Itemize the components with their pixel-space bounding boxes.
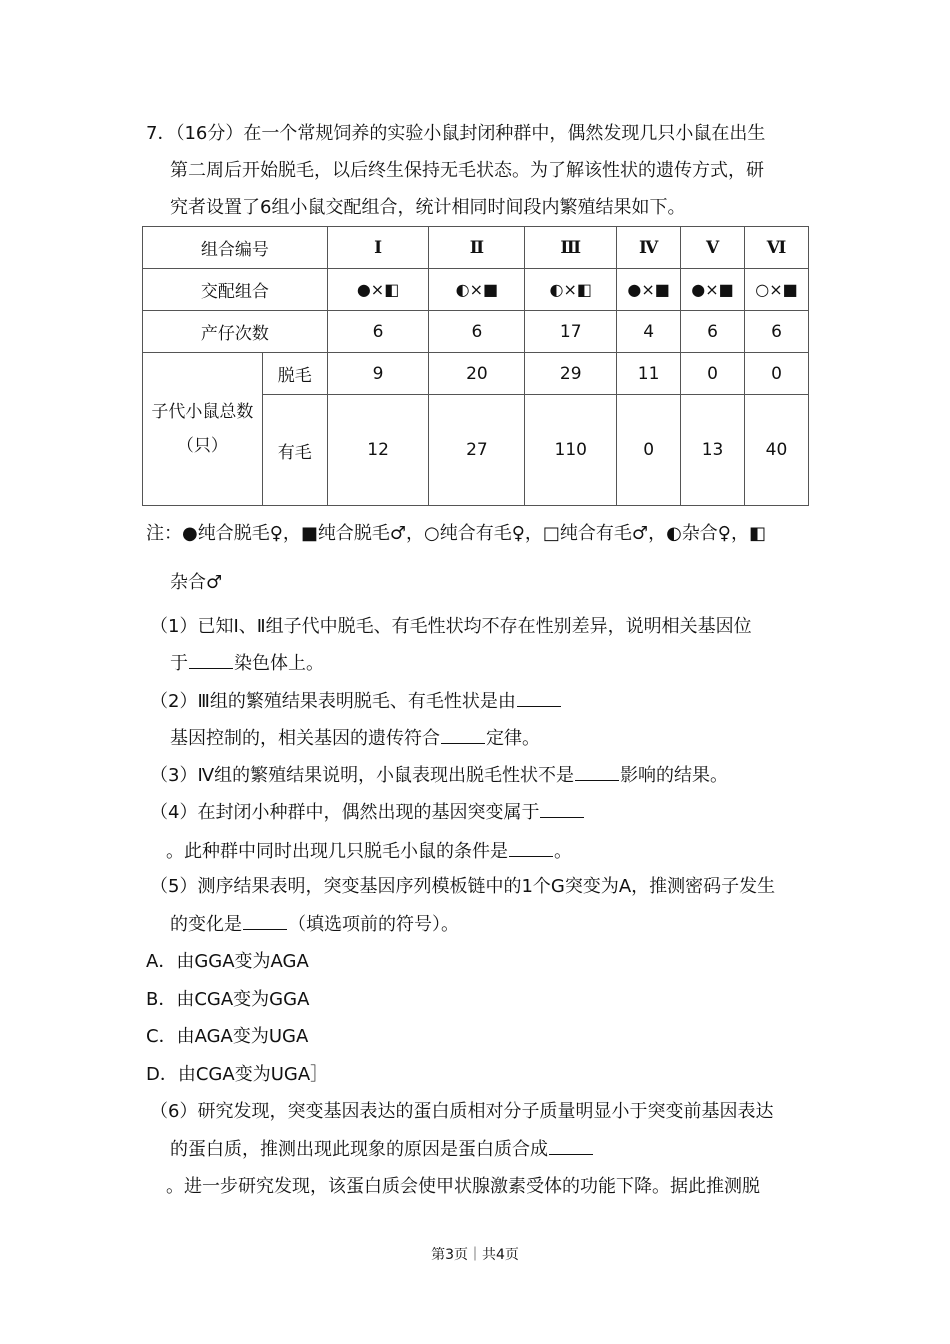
table-row xyxy=(143,269,809,311)
page-footer: 第3页｜共4页 xyxy=(431,1247,519,1263)
table-note: 杂合♂ xyxy=(170,572,223,593)
sub-question-4 xyxy=(150,799,585,826)
sub-question-4-cont xyxy=(166,838,572,865)
answer-blank[interactable] xyxy=(549,1136,593,1155)
table-header-cell: 子代小鼠总数（只） xyxy=(143,353,263,506)
mating-cross: ●×◧ xyxy=(327,269,429,311)
option-d[interactable]: D．由CGA变为UGA］ xyxy=(146,1064,329,1085)
question-text: 的变化是 xyxy=(170,914,242,935)
question-text: 于 xyxy=(170,653,188,674)
table-cell: 20 xyxy=(429,353,525,395)
table-cell: 12 xyxy=(327,395,429,506)
option-b[interactable]: B．由CGA变为GGA xyxy=(146,989,310,1010)
sub-question-6-cont xyxy=(170,1136,594,1163)
table-cell: 40 xyxy=(745,395,809,506)
table-cell: 29 xyxy=(525,353,617,395)
question-text: 的蛋白质，推测出现此现象的原因是蛋白质合成 xyxy=(170,1139,548,1160)
mating-cross: ◐×◧ xyxy=(525,269,617,311)
question-line: 第二周后开始脱毛，以后终生保持无毛状态。为了解该性状的遗传方式，研 xyxy=(170,160,764,181)
sub-question-5: （5）测序结果表明，突变基因序列模板链中的1个G突变为A，推测密码子发生 xyxy=(150,876,776,897)
answer-blank[interactable] xyxy=(517,688,561,707)
breeding-results-table xyxy=(142,226,809,506)
option-a[interactable]: A．由GGA变为AGA xyxy=(146,951,309,972)
question-line: 究者设置了6组小鼠交配组合，统计相同时间段内繁殖结果如下。 xyxy=(170,197,686,218)
sub-question-3 xyxy=(150,762,728,789)
question-text: （填选项前的符号）。 xyxy=(288,914,459,935)
table-cell: 27 xyxy=(429,395,525,506)
sub-question-2-cont xyxy=(170,725,540,752)
table-cell: 0 xyxy=(617,395,681,506)
table-row xyxy=(143,227,809,269)
table-cell: 6 xyxy=(681,311,745,353)
group-number: Ⅵ xyxy=(745,227,809,269)
option-c[interactable]: C．由AGA变为UGA xyxy=(146,1026,309,1047)
table-cell: 13 xyxy=(681,395,745,506)
question-line: 7．（16分）在一个常规饲养的实验小鼠封闭种群中，偶然发现几只小鼠在出生 xyxy=(146,123,766,144)
mating-cross: ●×■ xyxy=(681,269,745,311)
table-cell: 6 xyxy=(327,311,429,353)
question-text: （3）Ⅳ组的繁殖结果说明，小鼠表现出脱毛性状不是 xyxy=(150,765,575,786)
group-number: Ⅳ xyxy=(617,227,681,269)
group-number: Ⅴ xyxy=(681,227,745,269)
group-number: Ⅱ xyxy=(429,227,525,269)
sub-question-5-cont xyxy=(170,911,459,938)
sub-question-2 xyxy=(150,688,562,715)
table-header-cell: 产仔次数 xyxy=(143,311,328,353)
question-text: 基因控制的，相关基因的遗传符合 xyxy=(170,728,440,749)
sub-question-6: （6）研究发现，突变基因表达的蛋白质相对分子质量明显小于突变前基因表达 xyxy=(150,1101,774,1122)
table-header-cell: 组合编号 xyxy=(143,227,328,269)
sub-question-6-cont: 。进一步研究发现，该蛋白质会使甲状腺激素受体的功能下降。据此推测脱 xyxy=(166,1176,760,1197)
mating-cross: ◐×■ xyxy=(429,269,525,311)
table-cell: 17 xyxy=(525,311,617,353)
question-text: 。 xyxy=(554,841,572,862)
mating-cross: ○×■ xyxy=(745,269,809,311)
answer-blank[interactable] xyxy=(189,650,233,669)
answer-blank[interactable] xyxy=(540,799,584,818)
table-subheader-cell: 脱毛 xyxy=(262,353,327,395)
question-text: （2）Ⅲ组的繁殖结果表明脱毛、有毛性状是由 xyxy=(150,691,516,712)
table-cell: 0 xyxy=(745,353,809,395)
table-note: 注：●纯合脱毛♀，■纯合脱毛♂，○纯合有毛♀，□纯合有毛♂，◐杂合♀，◧ xyxy=(146,523,766,544)
table-cell: 0 xyxy=(681,353,745,395)
table-row xyxy=(143,353,809,395)
table-header-cell: 交配组合 xyxy=(143,269,328,311)
question-text: 染色体上。 xyxy=(234,653,324,674)
sub-question-1: （1）已知Ⅰ、Ⅱ组子代中脱毛、有毛性状均不存在性别差异，说明相关基因位 xyxy=(150,616,752,637)
mating-cross: ●×■ xyxy=(617,269,681,311)
table-cell: 9 xyxy=(327,353,429,395)
table-row xyxy=(143,311,809,353)
group-number: Ⅲ xyxy=(525,227,617,269)
question-text: 定律。 xyxy=(486,728,540,749)
question-text: （4）在封闭小种群中，偶然出现的基因突变属于 xyxy=(150,802,540,823)
question-text: 影响的结果。 xyxy=(620,765,729,786)
table-cell: 6 xyxy=(429,311,525,353)
table-cell: 11 xyxy=(617,353,681,395)
table-cell: 110 xyxy=(525,395,617,506)
question-text: 。此种群中同时出现几只脱毛小鼠的条件是 xyxy=(166,841,508,862)
answer-blank[interactable] xyxy=(243,911,287,930)
table-subheader-cell: 有毛 xyxy=(262,395,327,506)
group-number: Ⅰ xyxy=(327,227,429,269)
sub-question-1-cont xyxy=(170,650,324,677)
table-cell: 6 xyxy=(745,311,809,353)
answer-blank[interactable] xyxy=(509,838,553,857)
answer-blank[interactable] xyxy=(441,725,485,744)
table-cell: 4 xyxy=(617,311,681,353)
answer-blank[interactable] xyxy=(575,762,619,781)
